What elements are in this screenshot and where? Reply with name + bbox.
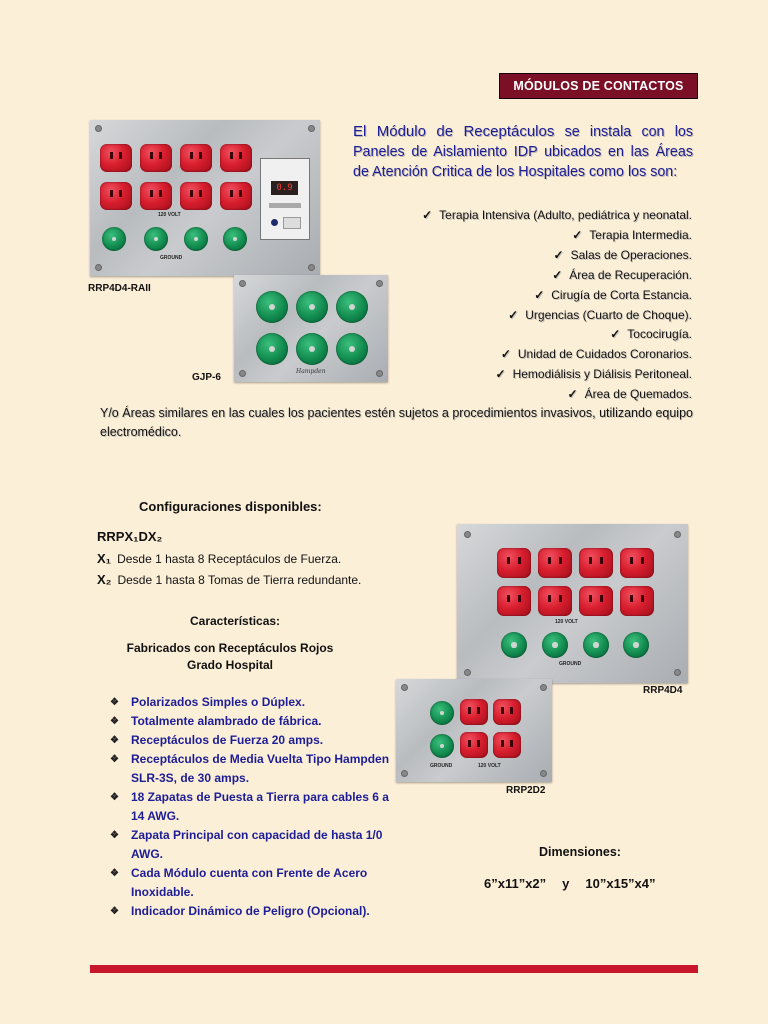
panel-rrp4d4-image: [457, 524, 688, 683]
indicator-display: 0.9: [271, 181, 298, 195]
volt-label: 120 VOLT: [555, 619, 578, 625]
list-item: ❖ Receptáculos de Fuerza 20 amps.: [110, 731, 400, 750]
model-code: RRPX₁DX₂: [97, 529, 163, 544]
brand-mark: Hampden: [296, 368, 326, 375]
list-item: ✓ Hemodiálisis y Diálisis Peritoneal.: [422, 365, 692, 385]
list-item: ❖ Indicador Dinámico de Peligro (Opcional).: [110, 902, 400, 921]
list-item: ✓ Terapia Intensiva (Adulto, pediátrica y neonatal.: [422, 206, 692, 226]
list-item: ✓ Unidad de Cuidados Coronarios.: [422, 345, 692, 365]
list-item: ✓ Cirugía de Corta Estancia.: [422, 286, 692, 306]
danger-indicator: [260, 158, 310, 240]
section-header: MÓDULOS DE CONTACTOS: [499, 73, 698, 99]
volt-label: 120 VOLT: [478, 763, 501, 769]
features-list: [110, 693, 400, 921]
config-x2: [97, 572, 361, 587]
similar-areas-text: Y/o Áreas similares en las cuales los pacientes estén sujetos a procedimientos invasivos, utilizando equipo electromédico.: [100, 406, 693, 439]
panel-caption-rrp4d4: RRP4D4: [643, 685, 683, 696]
dimension-separator: y: [562, 876, 570, 891]
list-item: ❖ 18 Zapatas de Puesta a Tierra para cables 6 a 14 AWG.: [110, 788, 400, 826]
intro-lead: El Módulo de Receptáculos: [353, 123, 555, 140]
list-item: ❖ Polarizados Simples o Dúplex.: [110, 693, 400, 712]
list-item: ✓ Área de Quemados.: [422, 385, 692, 405]
subtitle-line: Fabricados con Receptáculos Rojos: [126, 641, 334, 655]
list-item: ✓ Tococirugía.: [422, 325, 692, 345]
panel-caption-rrp2d2: RRP2D2: [506, 785, 546, 796]
list-item: ❖ Zapata Principal con capacidad de hasta 1/0 AWG.: [110, 826, 400, 864]
list-item: ✓ Salas de Operaciones.: [422, 246, 692, 266]
intro-text: se instala con los Paneles de Aislamiento IDP ubicados en las Áreas de Atención Critica de los Hospitales como los son:: [353, 124, 693, 180]
panel-caption-rrp4d4-rail: RRP4D4-RAII: [88, 283, 151, 294]
critical-areas-list: [422, 206, 692, 405]
characteristics-subtitle: [110, 640, 350, 674]
x2-label: X₂: [97, 572, 112, 587]
dimensions-values: [484, 876, 656, 891]
list-item: ✓ Terapia Intermedia.: [422, 226, 692, 246]
list-item: ✓ Urgencias (Cuarto de Choque).: [422, 306, 692, 326]
panel-gjp6-image: [234, 275, 388, 382]
x2-text: Desde 1 hasta 8 Tomas de Tierra redundante.: [117, 573, 362, 587]
intro-paragraph: [353, 122, 693, 182]
ground-label: GROUND: [559, 661, 582, 667]
list-item: ✓ Área de Recuperación.: [422, 266, 692, 286]
ground-label: GROUND: [430, 763, 453, 769]
list-item: ❖ Receptáculos de Media Vuelta Tipo Hampden SLR-3S, de 30 amps.: [110, 750, 400, 788]
panel-caption-gjp6: GJP-6: [192, 372, 221, 383]
dimensions-title: Dimensiones:: [539, 845, 621, 859]
ground-label: GROUND: [160, 255, 183, 261]
list-item: ❖ Cada Módulo cuenta con Frente de Acero Inoxidable.: [110, 864, 400, 902]
x1-text: Desde 1 hasta 8 Receptáculos de Fuerza.: [117, 552, 342, 566]
config-title: Configuraciones disponibles:: [139, 499, 322, 514]
config-x1: [97, 551, 341, 566]
footer-divider: [90, 965, 698, 973]
dimension-size: 10”x15”x4”: [585, 876, 656, 891]
volt-label: 120 VOLT: [158, 212, 181, 218]
characteristics-title: Características:: [190, 614, 281, 628]
panel-rrp4d4-rail-image: [90, 120, 320, 276]
subtitle-line: Grado Hospital: [186, 658, 273, 672]
panel-rrp2d2-image: [396, 679, 552, 782]
dimension-size: 6”x11”x2”: [484, 876, 547, 891]
x1-label: X₁: [97, 551, 112, 566]
list-item: ❖ Totalmente alambrado de fábrica.: [110, 712, 400, 731]
